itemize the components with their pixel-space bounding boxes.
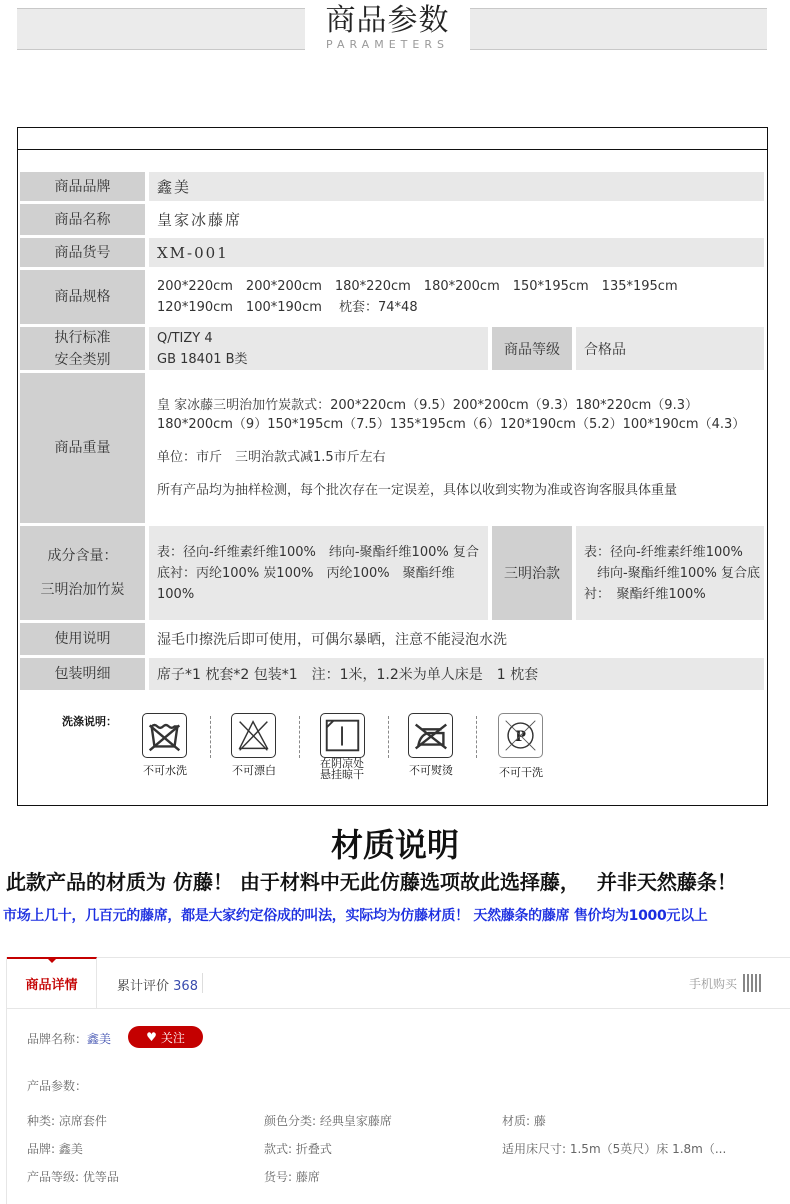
row-value: 湿毛巾擦洗后即可使用，可偶尔暴晒，注意不能浸泡水洗 — [149, 623, 764, 655]
caret-down-icon — [48, 959, 56, 963]
no-iron-label: 不可熨烫 — [409, 764, 453, 777]
param-item: 产品等级: 优等品 — [27, 1170, 119, 1184]
no-bleach-label: 不可漂白 — [232, 764, 276, 777]
header-bar-left — [17, 8, 305, 50]
section-header — [0, 0, 790, 60]
row-label — [20, 327, 145, 370]
param-item: 货号: 藤席 — [264, 1170, 320, 1184]
mobile-buy-button[interactable] — [689, 974, 761, 992]
weight-line-2: 180*200cm（9）150*195cm（7.5）135*195cm（6）120*190cm（5.2）100*190cm（4.3） — [157, 417, 746, 432]
wash-instructions — [20, 698, 764, 798]
row-value: 鑫美 — [149, 172, 764, 201]
divider — [18, 149, 767, 150]
follow-label: 关注 — [160, 1030, 185, 1045]
grade-label: 商品等级 — [492, 327, 572, 370]
param-item: 品牌: 鑫美 — [27, 1142, 83, 1156]
header-bar-right — [470, 8, 767, 50]
row-value: 皇家冰藤席 — [149, 204, 764, 235]
row-value — [149, 373, 764, 523]
row-usage — [20, 623, 764, 655]
row-value: XM-001 — [149, 238, 764, 267]
product-detail-panel — [6, 957, 790, 1204]
row-label: 商品规格 — [20, 270, 145, 324]
row-label: 商品品牌 — [20, 172, 145, 201]
row-label — [20, 526, 145, 620]
row-weight — [20, 373, 764, 523]
spec-line-1: 200*220cm 200*200cm 180*220cm 180*200cm 150*195cm 135*195cm — [157, 279, 678, 294]
material-title: 材质说明 — [330, 826, 459, 864]
sandwich-value: 表：径向-纤维素纤维100% 纬向-聚酯纤维100% 复合底衬： 聚酯纤维100% — [576, 526, 764, 620]
row-label: 商品货号 — [20, 238, 145, 267]
brand-link[interactable]: 鑫美 — [87, 1032, 112, 1046]
no-iron-icon — [408, 713, 453, 758]
divider — [210, 716, 211, 758]
material-price-note: 市场上几十，几百元的藤席，都是大家约定俗成的叫法，实际均为仿藤材质！ 天然藤条的藤席 售价均为1000元以上 — [3, 908, 708, 924]
brand-name — [27, 1030, 111, 1047]
row-brand — [20, 172, 764, 201]
brand-label: 品牌名称： — [27, 1032, 88, 1046]
review-count: 368 — [173, 979, 198, 994]
param-item: 颜色分类: 经典皇家藤席 — [264, 1114, 392, 1128]
no-dryclean-label: 不可干洗 — [499, 766, 543, 779]
no-wash-icon — [142, 713, 187, 758]
row-value — [149, 270, 764, 324]
row-value — [149, 327, 488, 370]
weight-disclaimer: 所有产品均为抽样检测，每个批次存在一定误差，具体以收到实物为准或咨询客服具体重量 — [157, 483, 678, 498]
detail-tabs — [7, 958, 790, 1009]
tab-label: 商品详情 — [25, 978, 78, 993]
material-notice: 此款产品的材质为 仿藤！ 由于材料中无此仿藤选项故此选择藤， 并非天然藤条！ — [6, 870, 737, 894]
divider — [202, 973, 203, 993]
no-dryclean-icon — [498, 713, 543, 758]
svg-text:P: P — [515, 728, 526, 745]
tab-product-details[interactable] — [7, 957, 97, 1008]
param-item: 款式: 折叠式 — [264, 1142, 332, 1156]
label-safety: 安全类别 — [54, 351, 111, 368]
spec-line-2: 120*190cm 100*190cm 枕套：74*48 — [157, 300, 418, 315]
row-standard — [20, 327, 764, 370]
param-item: 材质: 藤 — [502, 1114, 546, 1128]
label-composition: 成分含量： — [47, 548, 118, 564]
wash-label: 洗涤说明： — [62, 715, 117, 728]
heart-icon: ♥ — [146, 1030, 157, 1044]
row-value: 表：径向-纤维素纤维100% 纬向-聚酯纤维100% 复合底衬：丙纶100% 炭100% 丙纶100% 聚酯纤维100% — [149, 526, 488, 620]
tab-label: 累计评价 — [117, 979, 170, 994]
weight-unit-note: 单位：市斤 三明治款式减1.5市斤左右 — [157, 450, 386, 465]
row-label: 商品名称 — [20, 204, 145, 235]
safety-value: GB 18401 B类 — [157, 351, 248, 367]
shade-dry-label — [307, 758, 377, 780]
row-spec — [20, 270, 764, 324]
row-label: 使用说明 — [20, 623, 145, 655]
row-composition — [20, 526, 764, 620]
sandwich-label: 三明治款 — [492, 526, 572, 620]
params-heading: 产品参数： — [27, 1079, 88, 1093]
no-wash-label: 不可水洗 — [143, 764, 187, 777]
follow-button[interactable] — [128, 1026, 203, 1048]
shade-dry-line-1: 在阴凉处 — [320, 757, 364, 770]
shade-dry-icon — [320, 713, 365, 758]
divider — [388, 716, 389, 758]
row-name — [20, 204, 764, 235]
shade-dry-line-2: 悬挂晾干 — [320, 768, 364, 781]
qr-code-icon — [743, 974, 761, 992]
section-subtitle: PARAMETERS — [326, 38, 449, 51]
weight-line-1: 皇 家冰藤三明治加竹炭款式：200*220cm（9.5）200*200cm（9.3）180*220cm（9.3） — [157, 398, 698, 413]
divider — [299, 716, 300, 758]
mobile-buy-label: 手机购买 — [688, 976, 737, 991]
param-item: 适用床尺寸: 1.5m（5英尺）床 1.8m（... — [502, 1142, 727, 1156]
row-package — [20, 658, 764, 690]
label-variant: 三明治加竹炭 — [40, 582, 125, 598]
row-label: 包装明细 — [20, 658, 145, 690]
standard-value: Q/TIZY 4 — [157, 330, 213, 346]
grade-value: 合格品 — [576, 327, 764, 370]
row-value: 席子*1 枕套*2 包装*1 注：1米，1.2米为单人床是 1 枕套 — [149, 658, 764, 690]
param-item: 种类: 凉席套件 — [27, 1114, 107, 1128]
row-label: 商品重量 — [20, 373, 145, 523]
section-title: 商品参数 — [325, 3, 450, 38]
label-standard: 执行标准 — [54, 329, 111, 346]
divider — [476, 716, 477, 758]
tab-reviews[interactable] — [117, 975, 198, 994]
parameter-table — [17, 127, 768, 806]
no-bleach-icon — [231, 713, 276, 758]
row-sku — [20, 238, 764, 267]
